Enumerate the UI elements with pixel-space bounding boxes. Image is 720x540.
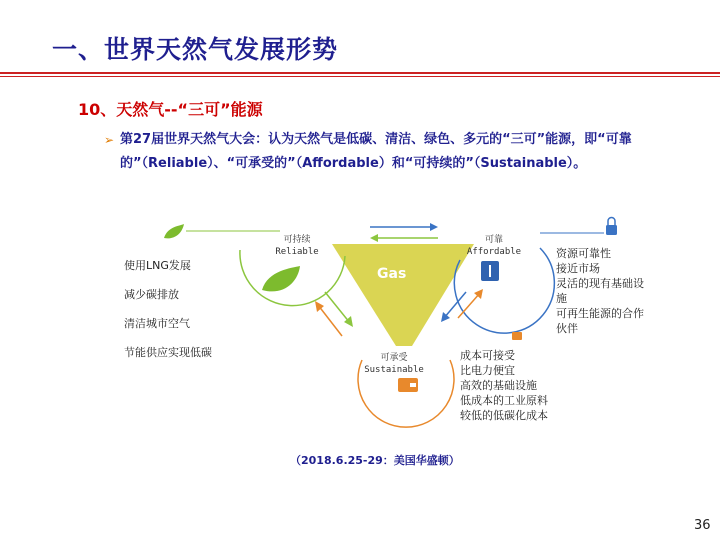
list-item: 节能供应实现低碳 <box>124 346 212 359</box>
bullet-arrow-icon: ➢ <box>104 133 115 147</box>
slide-title: 一、世界天然气发展形势 <box>52 35 339 64</box>
list-item: 可再生能源的合作 <box>556 307 644 320</box>
list-item: 高效的基础设施 <box>460 379 537 392</box>
bottom-circle-label <box>356 352 432 376</box>
date-note: （2018.6.25-29：美国华盛顿） <box>290 454 460 467</box>
left-leaf-icon <box>262 266 300 291</box>
list-item: 较低的低碳化成本 <box>460 409 548 422</box>
small-wallet-icon <box>512 332 522 340</box>
section-heading: 10、天然气--“三可”能源 <box>78 100 263 119</box>
list-item: 减少碳排放 <box>124 288 179 301</box>
bullet-text: 第27届世界天然气大会：认为天然气是低碳、清洁、绿色、多元的“三可”能源，即“可靠的”（Reliable）、“可承受的”（Affordable）和“可持续的”（Sustainable）。 <box>120 132 632 171</box>
bottom-circle-label-en: Sustainable <box>364 365 424 375</box>
bottom-circle-label-cn: 可承受 <box>380 353 408 363</box>
small-leaf-icon <box>164 224 184 238</box>
list-item: 使用LNG发展 <box>124 259 191 272</box>
bottom-benefits-list <box>460 348 548 423</box>
arrow-right-down <box>444 292 466 318</box>
gas-funnel <box>332 244 474 346</box>
list-item: 接近市场 <box>556 262 600 275</box>
list-item: 比电力便宜 <box>460 364 515 377</box>
right-circle-label <box>458 234 530 258</box>
page-number: 36 <box>694 518 711 533</box>
list-item: 低成本的工业原料 <box>460 394 548 407</box>
left-circle-label-cn: 可持续 <box>283 235 311 245</box>
list-item: 成本可接受 <box>460 349 515 362</box>
lock-icon <box>606 225 617 235</box>
right-benefits-list <box>556 246 644 336</box>
left-circle-label-en: Reliable <box>275 247 319 257</box>
right-circle-label-cn: 可靠 <box>484 235 503 245</box>
list-item: 伙伴 <box>556 322 578 335</box>
list-item: 施 <box>556 292 567 305</box>
right-circle-label-en: Affordable <box>466 247 522 257</box>
left-benefits-list <box>124 258 212 360</box>
list-item: 资源可靠性 <box>556 247 611 260</box>
gas-label: Gas <box>377 266 407 282</box>
list-item: 清洁城市空气 <box>124 317 190 330</box>
list-item: 灵活的现有基础设 <box>556 277 644 290</box>
left-circle-label <box>268 234 326 258</box>
right-circle <box>454 248 554 333</box>
